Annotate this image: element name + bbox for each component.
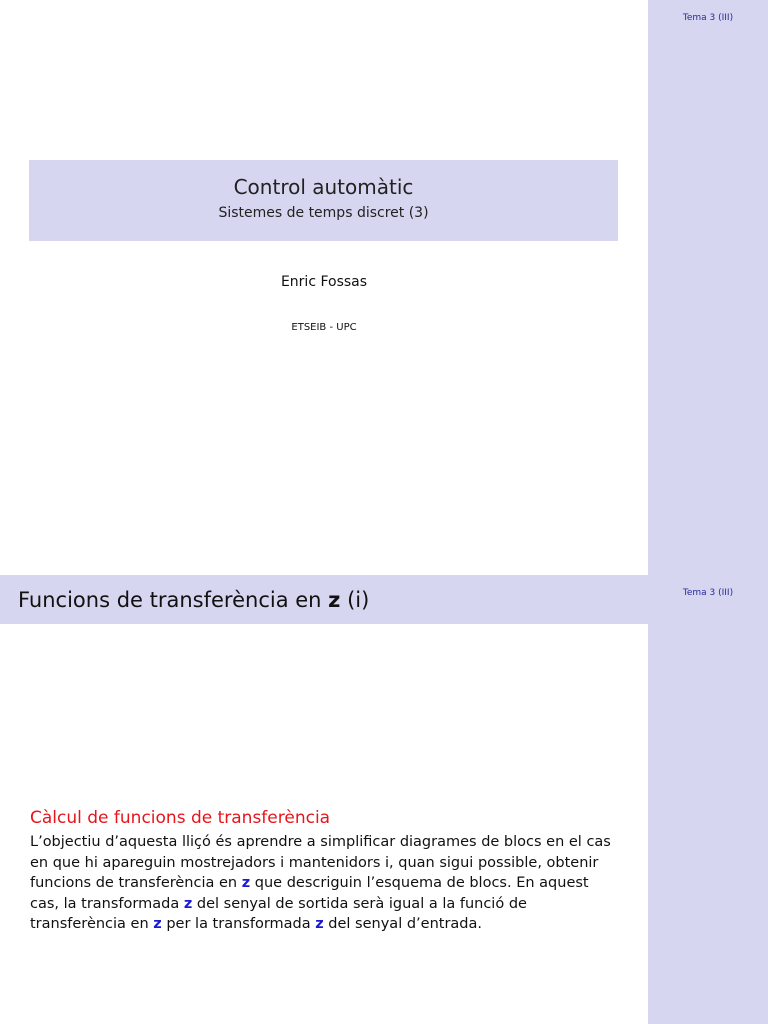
body-line xyxy=(30,873,630,894)
section-tag[interactable]: Tema 3 (III) xyxy=(682,588,734,598)
text-run: per la transformada xyxy=(161,916,316,932)
body-line xyxy=(30,832,630,853)
content-slide xyxy=(0,575,768,1024)
z-variable: z xyxy=(183,895,193,912)
text-run: transferència en xyxy=(30,916,154,932)
presentation-title: Control automàtic xyxy=(233,175,414,199)
presentation-subtitle: Sistemes de temps discret (3) xyxy=(218,205,429,221)
body-line xyxy=(30,914,630,935)
frame-title-bar xyxy=(0,575,648,624)
frame-title-pre: Funcions de transferència en xyxy=(18,588,329,612)
z-variable: z xyxy=(153,916,162,932)
frame-title-post: (i) xyxy=(340,588,370,612)
text-run: funcions de transferència en xyxy=(30,875,242,891)
text-run: del senyal d’entrada. xyxy=(323,916,482,932)
section-tag[interactable]: Tema 3 (III) xyxy=(682,13,734,23)
frame-title-var: z xyxy=(328,588,341,612)
text-run: L’objectiu d’aquesta lliçó és aprendre a simplificar diagrames de blocs en el cas xyxy=(30,834,611,850)
block-body xyxy=(30,832,630,935)
z-variable: z xyxy=(241,875,251,891)
text-run: en que hi apareguin mostrejadors i mantenidors i, quan sigui possible, obtenir xyxy=(30,854,599,871)
text-run: que descriguin l’esquema de blocs. En aquest xyxy=(250,875,589,891)
institute-name: ETSEIB - UPC xyxy=(291,322,357,333)
z-variable: z xyxy=(315,916,324,932)
sidebar xyxy=(648,0,768,575)
text-run: del senyal de sortida serà igual a la funció de xyxy=(192,895,527,912)
frame-title xyxy=(18,588,369,612)
text-run: cas, la transformada xyxy=(30,895,184,912)
title-box xyxy=(29,160,618,241)
sidebar xyxy=(648,575,768,1024)
body-line xyxy=(30,853,630,874)
author-name: Enric Fossas xyxy=(280,274,368,290)
block-title: Càlcul de funcions de transferència xyxy=(30,808,331,828)
body-line xyxy=(30,894,630,915)
